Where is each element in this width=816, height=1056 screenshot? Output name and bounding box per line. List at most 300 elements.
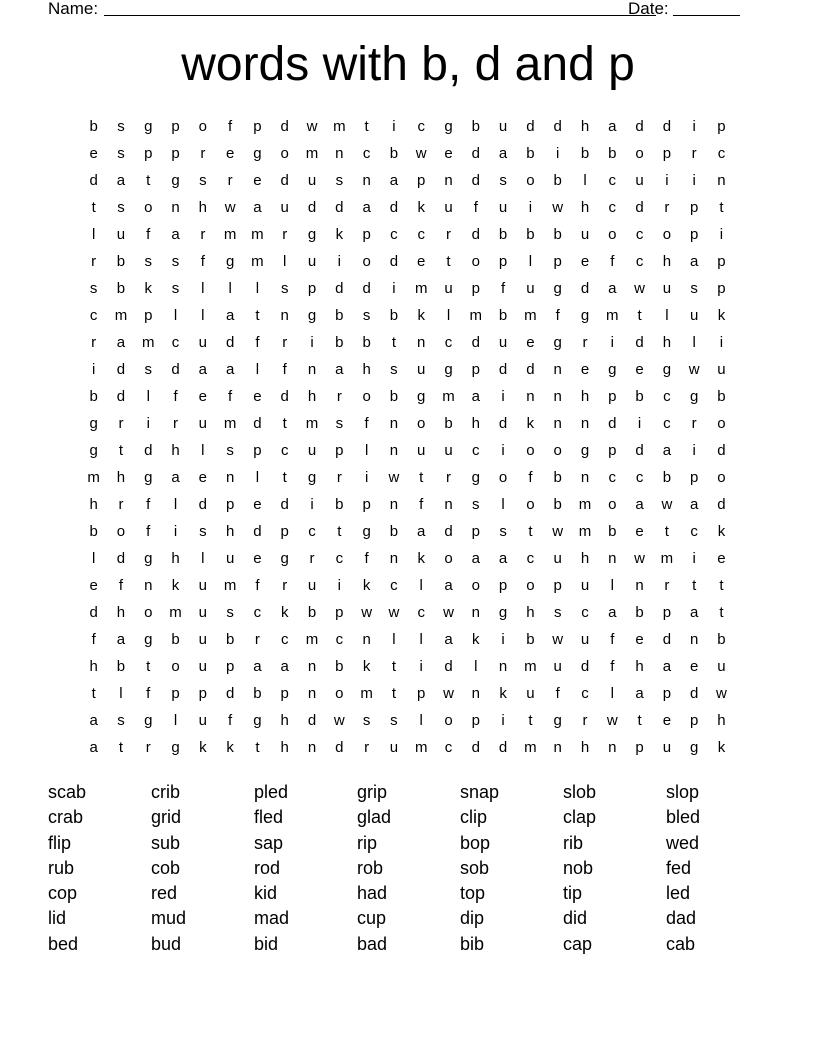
grid-letter: m: [414, 280, 428, 297]
word-bank-item: bid: [254, 933, 279, 954]
date-blank-line: [673, 0, 740, 16]
grid-letter: h: [225, 523, 235, 540]
grid-letter: g: [144, 469, 153, 486]
grid-letter: g: [307, 226, 317, 243]
grid-letter: s: [226, 604, 234, 621]
word-bank-item: flip: [48, 832, 72, 853]
grid-letter: s: [144, 253, 152, 270]
grid-letter: a: [198, 361, 207, 378]
grid-letter: b: [553, 172, 562, 189]
grid-letter: u: [307, 577, 317, 594]
word-bank-item: sob: [460, 857, 490, 878]
grid-letter: d: [307, 199, 317, 216]
grid-letter: s: [553, 604, 562, 621]
grid-letter: f: [228, 118, 233, 135]
grid-letter: d: [662, 118, 672, 135]
grid-letter: p: [225, 496, 235, 513]
grid-letter: e: [225, 145, 235, 162]
grid-letter: u: [690, 307, 699, 324]
grid-letter: p: [553, 253, 562, 270]
grid-letter: f: [146, 226, 151, 243]
grid-letter: l: [173, 712, 178, 729]
grid-letter: d: [662, 631, 672, 648]
grid-letter: o: [198, 118, 207, 135]
grid-letter: s: [117, 199, 125, 216]
word-bank-item: rob: [357, 857, 384, 878]
grid-letter: t: [91, 199, 96, 216]
grid-letter: s: [280, 280, 289, 297]
grid-letter: l: [201, 442, 205, 459]
grid-letter: g: [444, 361, 453, 378]
grid-letter: s: [472, 496, 480, 513]
grid-letter: g: [498, 604, 508, 621]
word-bank: [48, 780, 768, 957]
grid-letter: b: [89, 388, 98, 405]
grid-letter: u: [198, 334, 207, 351]
grid-letter: a: [116, 172, 126, 189]
grid-letter: i: [501, 388, 505, 405]
grid-letter: o: [608, 496, 617, 513]
grid-letter: p: [717, 118, 726, 135]
grid-row: [80, 329, 740, 356]
grid-letter: r: [173, 415, 179, 432]
word-bank-item: rub: [48, 857, 75, 878]
grid-letter: s: [335, 172, 344, 189]
grid-letter: d: [362, 280, 371, 297]
grid-letter: l: [255, 469, 260, 486]
grid-letter: o: [116, 523, 126, 540]
grid-letter: a: [116, 631, 126, 648]
grid-letter: g: [580, 442, 590, 459]
grid-letter: h: [635, 658, 644, 675]
word-bank-item: clap: [563, 807, 597, 828]
grid-letter: u: [526, 685, 535, 702]
grid-letter: n: [225, 469, 235, 486]
grid-letter: b: [608, 523, 617, 540]
grid-letter: n: [335, 145, 344, 162]
grid-letter: e: [198, 469, 207, 486]
grid-letter: e: [417, 253, 426, 270]
grid-letter: p: [253, 442, 262, 459]
grid-letter: p: [198, 685, 207, 702]
grid-letter: d: [471, 226, 480, 243]
grid-letter: k: [226, 739, 234, 756]
grid-letter: k: [171, 577, 180, 594]
word-bank-item: grid: [151, 807, 182, 828]
grid-letter: a: [116, 334, 126, 351]
grid-letter: h: [526, 604, 535, 621]
grid-letter: d: [444, 658, 453, 675]
grid-letter: u: [444, 199, 453, 216]
grid-row: [80, 734, 740, 761]
word-bank-item: sap: [254, 832, 284, 853]
word-bank-item: nob: [563, 857, 594, 878]
grid-letter: o: [335, 685, 344, 702]
word-bank-item: glad: [357, 807, 392, 828]
grid-letter: o: [280, 145, 289, 162]
grid-letter: c: [581, 685, 589, 702]
word-bank-item: rib: [563, 832, 584, 853]
grid-letter: h: [580, 550, 590, 567]
grid-letter: l: [583, 172, 587, 189]
grid-letter: n: [553, 739, 562, 756]
grid-letter: c: [253, 604, 262, 621]
grid-letter: t: [391, 334, 396, 351]
grid-letter: o: [144, 199, 153, 216]
grid-letter: b: [553, 469, 562, 486]
grid-letter: k: [335, 226, 344, 243]
grid-letter: w: [634, 550, 645, 567]
word-bank-item: fled: [254, 807, 284, 828]
grid-letter: s: [171, 253, 180, 270]
grid-row: [80, 437, 740, 464]
grid-letter: f: [528, 469, 533, 486]
grid-letter: m: [333, 118, 346, 135]
grid-letter: i: [692, 442, 696, 459]
grid-letter: g: [690, 388, 699, 405]
grid-letter: r: [282, 334, 288, 351]
grid-letter: c: [690, 523, 698, 540]
grid-letter: m: [223, 226, 237, 243]
grid-letter: e: [253, 550, 262, 567]
grid-letter: u: [198, 577, 207, 594]
grid-letter: p: [362, 226, 371, 243]
grid-letter: u: [717, 658, 726, 675]
grid-row: [80, 545, 740, 572]
grid-letter: s: [390, 712, 398, 729]
grid-letter: g: [253, 145, 262, 162]
grid-letter: d: [280, 172, 289, 189]
grid-letter: k: [144, 280, 152, 297]
grid-letter: b: [526, 145, 535, 162]
grid-letter: g: [253, 712, 262, 729]
grid-row: [80, 302, 740, 329]
grid-letter: a: [471, 388, 480, 405]
grid-letter: a: [690, 253, 699, 270]
grid-row: [80, 491, 740, 518]
grid-letter: p: [471, 280, 480, 297]
grid-letter: p: [635, 739, 644, 756]
grid-letter: e: [635, 361, 644, 378]
date-label: Date:: [628, 0, 669, 18]
word-bank-item: mad: [254, 908, 290, 929]
word-bank-item: lid: [48, 908, 67, 929]
grid-letter: o: [717, 469, 726, 486]
grid-letter: d: [608, 415, 617, 432]
grid-letter: n: [471, 604, 480, 621]
grid-letter: i: [337, 253, 341, 270]
grid-letter: t: [446, 253, 451, 270]
grid-letter: p: [662, 145, 672, 162]
grid-letter: h: [580, 118, 590, 135]
grid-letter: c: [663, 388, 671, 405]
grid-letter: p: [498, 577, 508, 594]
grid-letter: r: [582, 334, 588, 351]
grid-letter: b: [553, 496, 562, 513]
grid-letter: b: [635, 604, 644, 621]
grid-letter: s: [390, 361, 398, 378]
grid-letter: u: [498, 118, 508, 135]
grid-letter: m: [442, 388, 455, 405]
grid-letter: f: [91, 631, 96, 648]
grid-letter: b: [662, 469, 672, 486]
grid-letter: c: [635, 253, 644, 270]
grid-letter: t: [91, 685, 96, 702]
grid-letter: o: [662, 226, 672, 243]
grid-letter: w: [224, 199, 236, 216]
grid-letter: n: [307, 658, 317, 675]
grid-letter: c: [308, 523, 316, 540]
grid-letter: k: [362, 658, 371, 675]
grid-letter: w: [443, 604, 454, 621]
word-bank-item: had: [357, 883, 388, 904]
word-bank-item: did: [563, 908, 588, 929]
grid-letter: u: [198, 604, 207, 621]
grid-letter: f: [146, 523, 151, 540]
word-bank-item: bud: [151, 933, 182, 954]
grid-letter: i: [364, 469, 369, 486]
grid-letter: c: [663, 415, 671, 432]
grid-letter: o: [526, 172, 535, 189]
grid-letter: p: [662, 604, 672, 621]
grid-letter: m: [360, 685, 373, 702]
grid-letter: f: [364, 550, 369, 567]
grid-letter: r: [364, 739, 370, 756]
grid-letter: k: [417, 550, 425, 567]
grid-letter: d: [335, 199, 344, 216]
grid-letter: i: [692, 550, 696, 567]
grid-letter: c: [417, 226, 425, 243]
grid-letter: i: [91, 361, 96, 378]
grid-letter: k: [717, 523, 726, 540]
grid-letter: a: [662, 658, 672, 675]
name-blank-line: [104, 0, 656, 16]
grid-row: [80, 275, 740, 302]
grid-letter: d: [335, 280, 344, 297]
grid-letter: g: [444, 118, 453, 135]
grid-row: [80, 653, 740, 680]
grid-letter: t: [664, 523, 669, 540]
grid-row: [80, 410, 740, 437]
grid-letter: i: [501, 442, 505, 459]
grid-letter: r: [691, 415, 697, 432]
word-bank-item: pled: [254, 782, 289, 802]
grid-letter: d: [498, 415, 508, 432]
grid-letter: w: [716, 685, 727, 702]
grid-letter: n: [553, 361, 562, 378]
grid-letter: d: [635, 199, 644, 216]
grid-letter: b: [362, 334, 371, 351]
grid-letter: p: [498, 253, 508, 270]
grid-letter: u: [580, 577, 590, 594]
grid-row: [80, 518, 740, 545]
grid-letter: d: [225, 685, 235, 702]
grid-letter: g: [417, 388, 426, 405]
grid-letter: n: [389, 415, 399, 432]
grid-letter: e: [89, 145, 98, 162]
word-bank-item: led: [666, 883, 691, 904]
grid-letter: t: [419, 469, 424, 486]
grid-letter: f: [473, 199, 478, 216]
grid-letter: c: [417, 604, 425, 621]
grid-letter: s: [499, 523, 507, 540]
grid-letter: o: [362, 253, 371, 270]
grid-letter: o: [553, 442, 562, 459]
grid-letter: i: [310, 496, 314, 513]
grid-letter: m: [169, 604, 182, 621]
grid-letter: p: [253, 118, 262, 135]
grid-letter: t: [719, 199, 724, 216]
grid-letter: c: [635, 226, 644, 243]
grid-letter: t: [146, 172, 151, 189]
grid-letter: p: [717, 253, 726, 270]
grid-letter: b: [717, 388, 726, 405]
grid-letter: f: [146, 685, 151, 702]
grid-letter: b: [580, 145, 590, 162]
word-bank-item: snap: [460, 782, 500, 802]
grid-letter: g: [553, 334, 562, 351]
grid-letter: p: [608, 442, 617, 459]
grid-letter: b: [526, 226, 535, 243]
name-label: Name:: [48, 0, 99, 18]
grid-letter: m: [305, 145, 319, 162]
grid-letter: f: [610, 253, 615, 270]
grid-letter: g: [690, 739, 699, 756]
grid-letter: d: [471, 334, 480, 351]
grid-letter: o: [526, 496, 535, 513]
grid-letter: u: [444, 442, 453, 459]
grid-letter: e: [526, 334, 535, 351]
grid-row: [80, 464, 740, 491]
grid-letter: m: [87, 469, 100, 486]
grid-row: [80, 707, 740, 734]
grid-letter: r: [91, 253, 97, 270]
grid-letter: w: [388, 604, 400, 621]
grid-letter: e: [198, 388, 207, 405]
grid-letter: c: [608, 469, 617, 486]
word-bank-item: crib: [151, 782, 181, 802]
grid-letter: l: [146, 388, 150, 405]
grid-letter: m: [414, 739, 428, 756]
grid-letter: t: [146, 658, 151, 675]
grid-letter: n: [389, 550, 399, 567]
grid-letter: b: [389, 307, 399, 324]
word-bank-item: crab: [48, 807, 84, 828]
grid-letter: p: [471, 712, 480, 729]
grid-row: [80, 356, 740, 383]
grid-letter: l: [173, 496, 178, 513]
grid-letter: l: [255, 280, 260, 297]
grid-letter: d: [171, 361, 180, 378]
grid-letter: d: [335, 739, 344, 756]
grid-letter: d: [253, 523, 262, 540]
grid-letter: p: [690, 469, 699, 486]
grid-letter: u: [198, 712, 207, 729]
grid-letter: i: [528, 199, 533, 216]
grid-letter: a: [690, 604, 699, 621]
grid-letter: g: [553, 712, 562, 729]
grid-letter: i: [719, 334, 724, 351]
grid-letter: c: [608, 172, 617, 189]
grid-letter: f: [200, 253, 205, 270]
grid-letter: d: [471, 145, 480, 162]
grid-row: [80, 221, 740, 248]
word-bank-item: bed: [48, 933, 79, 954]
grid-letter: h: [89, 496, 98, 513]
grid-letter: f: [118, 577, 124, 594]
grid-letter: h: [280, 712, 289, 729]
grid-letter: s: [362, 307, 371, 324]
grid-letter: s: [117, 145, 125, 162]
grid-letter: b: [335, 496, 344, 513]
grid-letter: s: [362, 712, 371, 729]
grid-letter: p: [662, 685, 672, 702]
grid-letter: h: [717, 712, 726, 729]
grid-letter: g: [307, 469, 317, 486]
grid-letter: u: [717, 361, 726, 378]
grid-letter: n: [389, 442, 399, 459]
grid-letter: h: [171, 550, 180, 567]
word-bank-item: bib: [460, 933, 485, 954]
grid-letter: f: [255, 334, 260, 351]
grid-letter: i: [146, 415, 150, 432]
word-bank-item: slob: [563, 782, 597, 802]
grid-letter: t: [337, 523, 342, 540]
grid-letter: k: [417, 199, 425, 216]
grid-letter: g: [580, 307, 590, 324]
grid-letter: b: [116, 658, 126, 675]
grid-letter: u: [225, 550, 235, 567]
grid-letter: h: [116, 604, 126, 621]
grid-letter: n: [417, 334, 426, 351]
grid-letter: o: [608, 226, 617, 243]
grid-letter: d: [444, 523, 453, 540]
grid-letter: a: [635, 685, 644, 702]
grid-letter: i: [610, 334, 614, 351]
grid-letter: l: [173, 307, 178, 324]
grid-letter: g: [144, 550, 153, 567]
grid-letter: l: [446, 307, 451, 324]
grid-letter: e: [662, 712, 672, 729]
grid-letter: h: [580, 388, 590, 405]
grid-letter: d: [116, 550, 126, 567]
grid-letter: u: [198, 415, 207, 432]
grid-letter: m: [524, 739, 537, 756]
grid-letter: m: [469, 307, 483, 324]
grid-letter: d: [307, 712, 317, 729]
grid-letter: w: [661, 496, 673, 513]
grid-letter: u: [417, 361, 426, 378]
page-title: words with b, d and p: [181, 38, 635, 91]
grid-letter: t: [637, 307, 642, 324]
grid-row: [80, 248, 740, 275]
word-bank-item: cab: [666, 933, 696, 954]
grid-letter: f: [255, 577, 260, 594]
grid-letter: n: [608, 550, 617, 567]
grid-letter: m: [305, 415, 319, 432]
grid-letter: d: [717, 442, 726, 459]
grid-letter: e: [253, 172, 262, 189]
grid-letter: f: [610, 631, 615, 648]
grid-letter: b: [335, 307, 344, 324]
grid-letter: d: [280, 496, 289, 513]
word-bank-item: grip: [357, 782, 388, 802]
word-bank-item: bad: [357, 933, 388, 954]
grid-letter: f: [555, 307, 560, 324]
grid-letter: k: [417, 307, 425, 324]
grid-letter: d: [635, 118, 644, 135]
grid-letter: n: [444, 496, 453, 513]
